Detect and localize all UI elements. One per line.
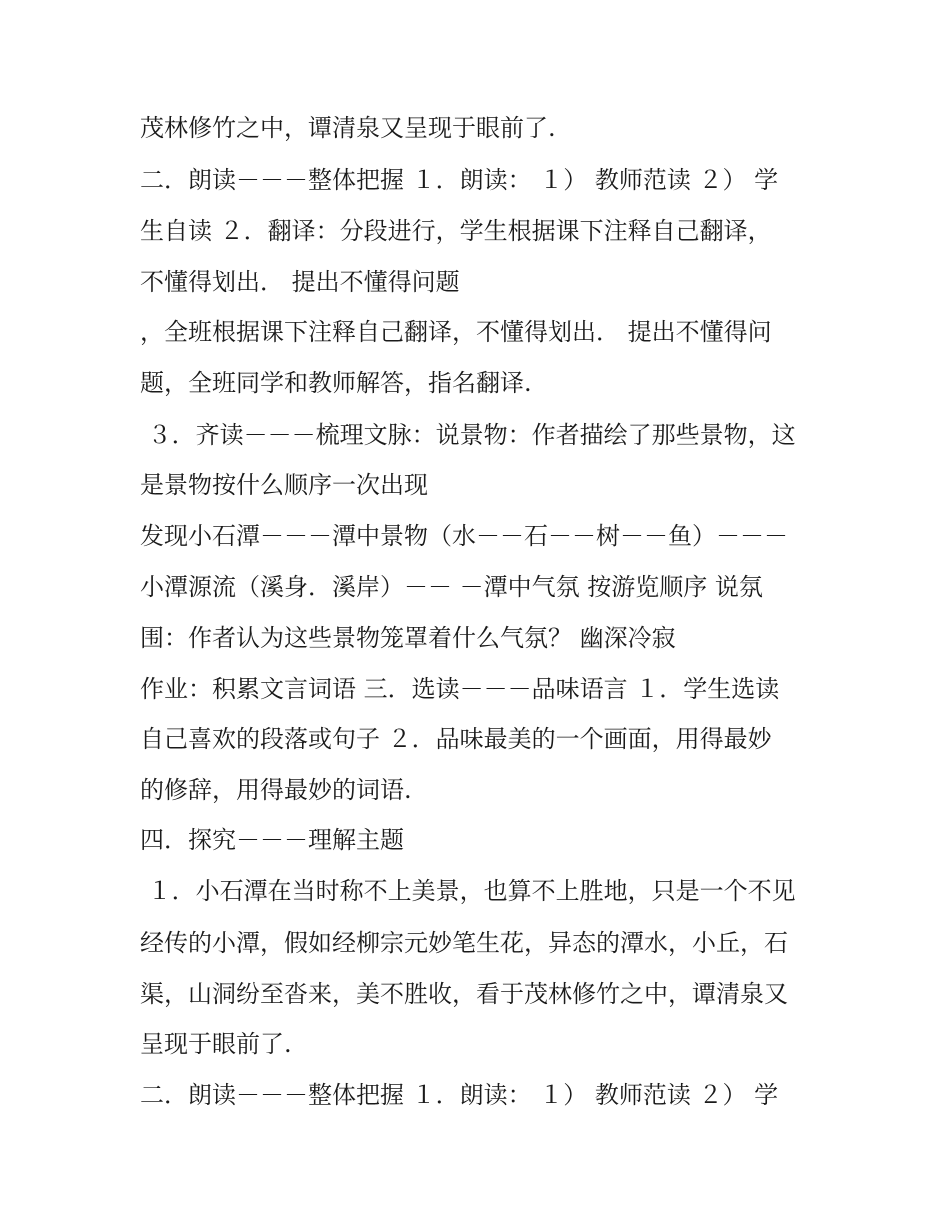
text-line: １．小石潭在当时称不上美景，也算不上胜地，只是一个不见 (140, 877, 796, 905)
text-line: 是景物按什么顺序一次出现 (140, 471, 428, 499)
text-line: 四．探究－－－理解主题 (140, 826, 404, 854)
text-line: 二．朗读－－－整体把握 １．朗读： １） 教师范读 ２） 学 (140, 1081, 779, 1109)
text-line: 作业：积累文言词语 三．选读－－－品味语言 １．学生选读 (140, 675, 780, 703)
text-line: 二．朗读－－－整体把握 １．朗读： １） 教师范读 ２） 学 (140, 166, 779, 194)
text-line: ，全班根据课下注释自己翻译，不懂得划出． 提出不懂得问 (140, 318, 772, 346)
text-line: ３．齐读－－－梳理文脉：说景物：作者描绘了那些景物，这 (140, 421, 796, 449)
text-line: 生自读 ２．翻译：分段进行，学生根据课下注释自己翻译， (140, 217, 772, 245)
text-line: 发现小石潭－－－潭中景物（水－－石－－树－－鱼）－－－ (140, 522, 788, 550)
text-line: 渠，山洞纷至沓来，美不胜收，看于茂林修竹之中，谭清泉又 (140, 980, 788, 1008)
text-line: 的修辞，用得最妙的词语. (140, 776, 412, 804)
text-line: 茂林修竹之中，谭清泉又呈现于眼前了. (140, 114, 556, 142)
text-line: 自己喜欢的段落或句子 ２．品味最美的一个画面，用得最妙 (140, 725, 772, 753)
text-line: 围：作者认为这些景物笼罩着什么气氛？ 幽深冷寂 (140, 624, 676, 652)
text-line: 呈现于眼前了. (140, 1030, 292, 1058)
text-line: 题，全班同学和教师解答，指名翻译. (140, 369, 532, 397)
text-line: 小潭源流（溪身．溪岸）－－ －潭中气氛 按游览顺序 说氛 (140, 573, 763, 601)
text-line: 不懂得划出． 提出不懂得问题 (140, 268, 460, 296)
text-line: 经传的小潭，假如经柳宗元妙笔生花，异态的潭水，小丘，石 (140, 929, 788, 957)
